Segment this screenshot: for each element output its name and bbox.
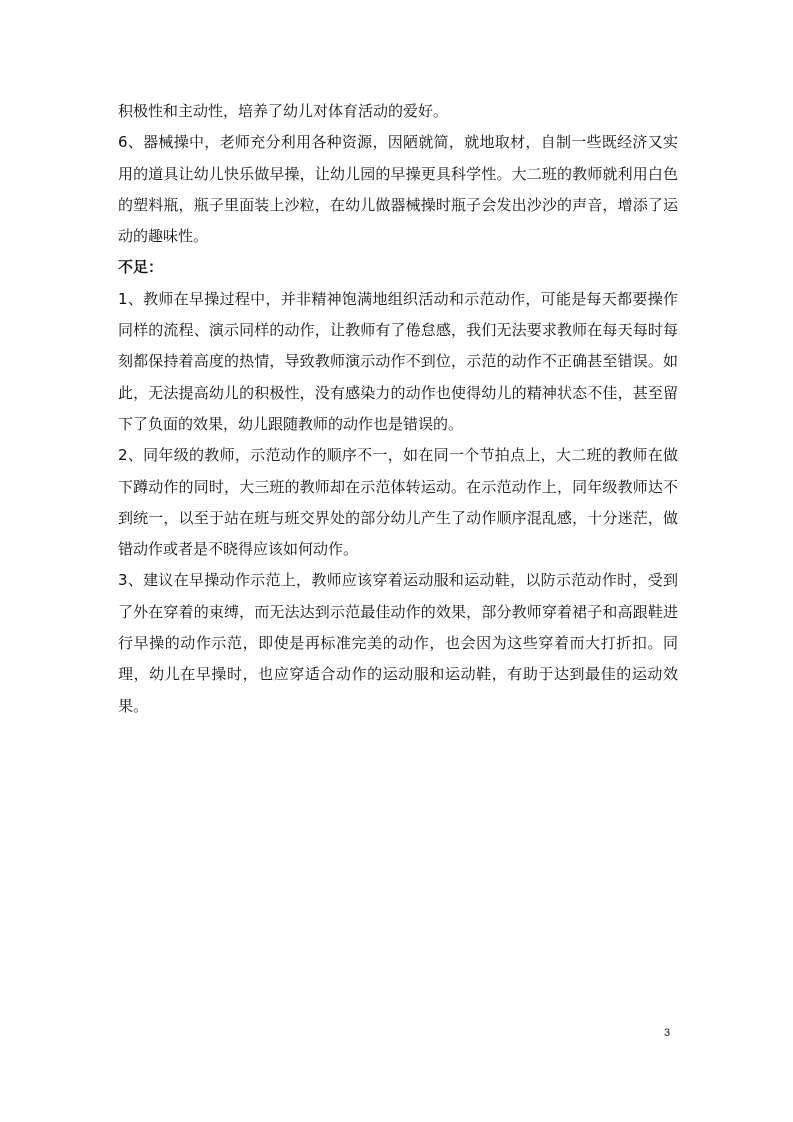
paragraph-item-6: 6、器械操中，老师充分利用各种资源，因陋就简，就地取材，自制一些既经济又实用的道具让幼儿快乐做早操，让幼儿园的早操更具科学性。大二班的教师就利用白色的塑料瓶，瓶子里面装上沙粒，在幼儿做器械操时瓶子会发出沙沙的声音，增添了运动的趣味性。 xyxy=(118,133,678,246)
document-body xyxy=(118,96,678,722)
paragraph-item-1: 1、教师在早操过程中，并非精神饱满地组织活动和示范动作，可能是每天都要操作同样的流程、演示同样的动作，让教师有了倦怠感，我们无法要求教师在每天每时每刻都保持着高度的热情，导致教师演示动作不到位，示范的动作不正确甚至错误。如此，无法提高幼儿的积极性，没有感染力的动作也使得幼儿的精神状态不佳，甚至留下了负面的效果，幼儿跟随教师的动作也是错误的。 xyxy=(118,289,678,433)
paragraph-item-3: 3、建议在早操动作示范上，教师应该穿着运动服和运动鞋，以防示范动作时，受到了外在穿着的束缚，而无法达到示范最佳动作的效果，部分教师穿着裙子和高跟鞋进行早操的动作示范，即使是再标准完美的动作，也会因为这些穿着而大打折扣。同理，幼儿在早操时，也应穿适合动作的运动服和运动鞋，有助于达到最佳的运动效果。 xyxy=(118,571,678,715)
section-heading-shortcomings: 不足： xyxy=(118,258,164,277)
page-number: 3 xyxy=(664,1027,671,1039)
paragraph-continuation: 积极性和主动性，培养了幼儿对体育活动的爱好。 xyxy=(118,102,449,120)
paragraph-item-2: 2、同年级的教师，示范动作的顺序不一，如在同一个节拍点上，大二班的教师在做下蹲动作的同时，大三班的教师却在示范体转运动。在示范动作上，同年级教师达不到统一，以至于站在班与班交界处的部分幼儿产生了动作顺序混乱感，十分迷茫，做错动作或者是不晓得应该如何动作。 xyxy=(118,446,678,559)
